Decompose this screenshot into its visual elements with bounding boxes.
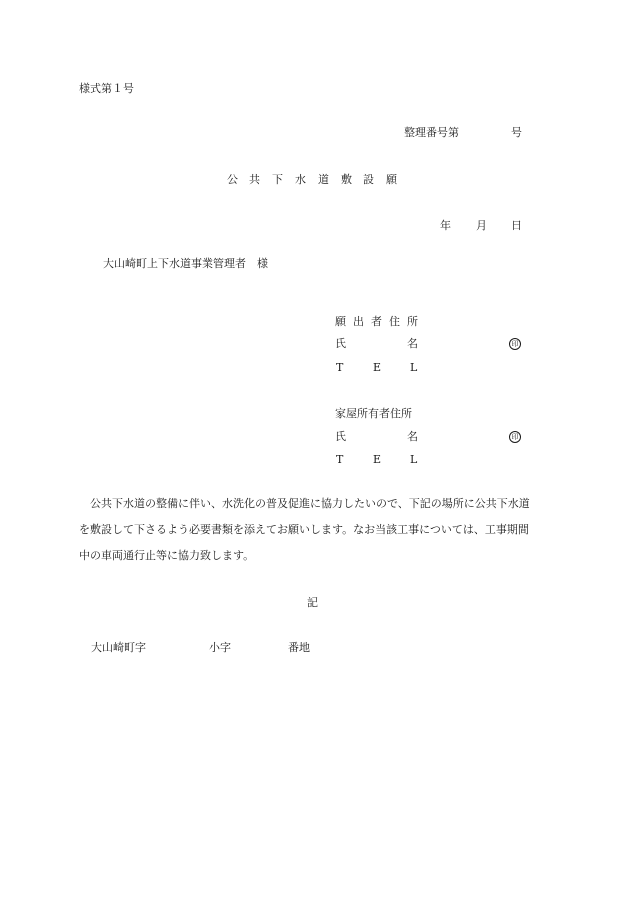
title-char: 公	[227, 173, 238, 186]
label-char: E	[373, 453, 382, 466]
label-char: L	[410, 453, 418, 466]
location-town: 大山崎町字	[91, 641, 146, 654]
label-char: L	[410, 361, 418, 374]
label-char: T	[336, 453, 344, 466]
title-char: 設	[363, 173, 374, 186]
label-char: T	[336, 361, 344, 374]
title-char: 道	[318, 173, 329, 186]
reference-suffix: 号	[511, 126, 522, 139]
label-char: 氏	[335, 337, 346, 350]
addressee: 大山崎町上下水道事業管理者 様	[103, 257, 268, 270]
label-char: 出	[353, 315, 364, 328]
reference-prefix: 整理番号第	[404, 126, 459, 139]
title-char: 共	[249, 173, 260, 186]
ki-heading: 記	[307, 596, 318, 609]
label-char: 名	[407, 337, 418, 350]
label-char: 名	[407, 430, 418, 443]
seal-mark: 印	[509, 338, 521, 350]
title-char: 水	[295, 173, 306, 186]
label-char: 住	[389, 315, 400, 328]
label-char: E	[373, 361, 382, 374]
date-day: 日	[511, 219, 522, 232]
seal-mark: 印	[509, 431, 521, 443]
title-char: 下	[272, 173, 283, 186]
form-number: 様式第１号	[79, 82, 134, 95]
body-paragraph: 公共下水道の整備に伴い、水洗化の普及促進に協力したいので、下記の場所に公共下水道を敷設して下さるよう必要書類を添えてお願いします。なお当該工事については、工事期間中の車両通行止等に協力致します。	[79, 497, 530, 562]
label-char: 氏	[335, 430, 346, 443]
location-koaza: 小字	[209, 641, 231, 654]
label-char: 所	[407, 315, 418, 328]
date-year: 年	[440, 219, 451, 232]
label-char: 者	[371, 315, 382, 328]
title-char: 願	[386, 173, 397, 186]
date-month: 月	[476, 219, 487, 232]
label-char: 願	[335, 315, 346, 328]
title-char: 敷	[341, 173, 352, 186]
owner-address-label: 家屋所有者住所	[335, 407, 412, 420]
location-banchi: 番地	[288, 641, 310, 654]
